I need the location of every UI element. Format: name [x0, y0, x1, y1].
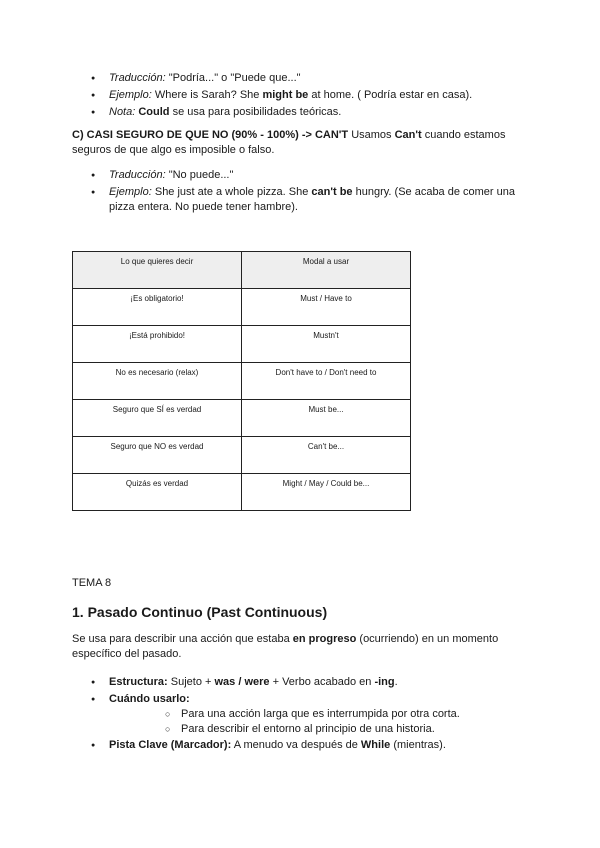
- table-row: [73, 474, 411, 511]
- list-item: ● Cuándo usarlo: ○ Para una acción larga que es interrumpida por otra corta. ○ Para describir el entorno al principio de una historia.: [72, 692, 542, 736]
- list-item: ● Estructura: Sujeto + was / were + Verbo acabado en -ing.: [72, 675, 542, 690]
- table-header-cell: Modal a usar: [242, 252, 411, 289]
- table-row: [73, 400, 411, 437]
- table-cell: Can't be...: [242, 437, 411, 474]
- table-header-row: [73, 252, 411, 289]
- sub-list-item: ○ Para describir el entorno al principio de una historia.: [109, 722, 542, 736]
- list-item: ● Pista Clave (Marcador): A menudo va después de While (mientras).: [72, 738, 542, 753]
- table-header-cell: Lo que quieres decir: [73, 252, 242, 289]
- intro-paragraph: Se usa para describir una acción que estaba en progreso (ocurriendo) en un momento específico del pasado.: [72, 633, 499, 660]
- list-item: ● Traducción: "Podría..." o "Puede que...": [72, 71, 542, 86]
- table-row: [73, 326, 411, 363]
- sub-list-item: ○ Para una acción larga que es interrumpida por otra corta.: [109, 707, 542, 721]
- section-c-paragraph: C) CASI SEGURO DE QUE NO (90% - 100%) -> CAN'T Usamos Can't cuando estamos seguros de que algo es imposible o falso.: [72, 129, 506, 156]
- table-cell: Might / May / Could be...: [242, 474, 411, 511]
- table-cell: Mustn't: [242, 326, 411, 363]
- section-c-bullet-list: [72, 168, 542, 217]
- table-cell: ¡Está prohibido!: [73, 326, 242, 363]
- section-b-bullet-list: [72, 71, 542, 122]
- table-cell: ¡Es obligatorio!: [73, 289, 242, 326]
- table-cell: No es necesario (relax): [73, 363, 242, 400]
- section-c-heading: C) CASI SEGURO DE QUE NO (90% - 100%) -> CAN'T: [72, 129, 349, 141]
- list-item: ● Traducción: "No puede...": [72, 168, 542, 183]
- table-cell: Seguro que SÍ es verdad: [73, 400, 242, 437]
- list-item: ● Nota: Could se usa para posibilidades teóricas.: [72, 105, 542, 120]
- table-row: [73, 437, 411, 474]
- past-continuous-bullet-list: [72, 675, 542, 755]
- sub-bullet-list: [109, 707, 542, 736]
- page-title: 1. Pasado Continuo (Past Continuous): [72, 604, 328, 620]
- table-row: [73, 289, 411, 326]
- table-cell: Don't have to / Don't need to: [242, 363, 411, 400]
- list-item: ● Ejemplo: She just ate a whole pizza. She can't be hungry. (Se acaba de comer una pizza entera. No puede tener hambre).: [72, 185, 542, 215]
- table-row: [73, 363, 411, 400]
- table-cell: Seguro que NO es verdad: [73, 437, 242, 474]
- table-cell: Must / Have to: [242, 289, 411, 326]
- table-cell: Quizás es verdad: [73, 474, 242, 511]
- table-cell: Must be...: [242, 400, 411, 437]
- modals-table: [72, 251, 411, 511]
- list-item: ● Ejemplo: Where is Sarah? She might be at home. ( Podría estar en casa).: [72, 88, 542, 103]
- section-label: TEMA 8: [72, 577, 112, 589]
